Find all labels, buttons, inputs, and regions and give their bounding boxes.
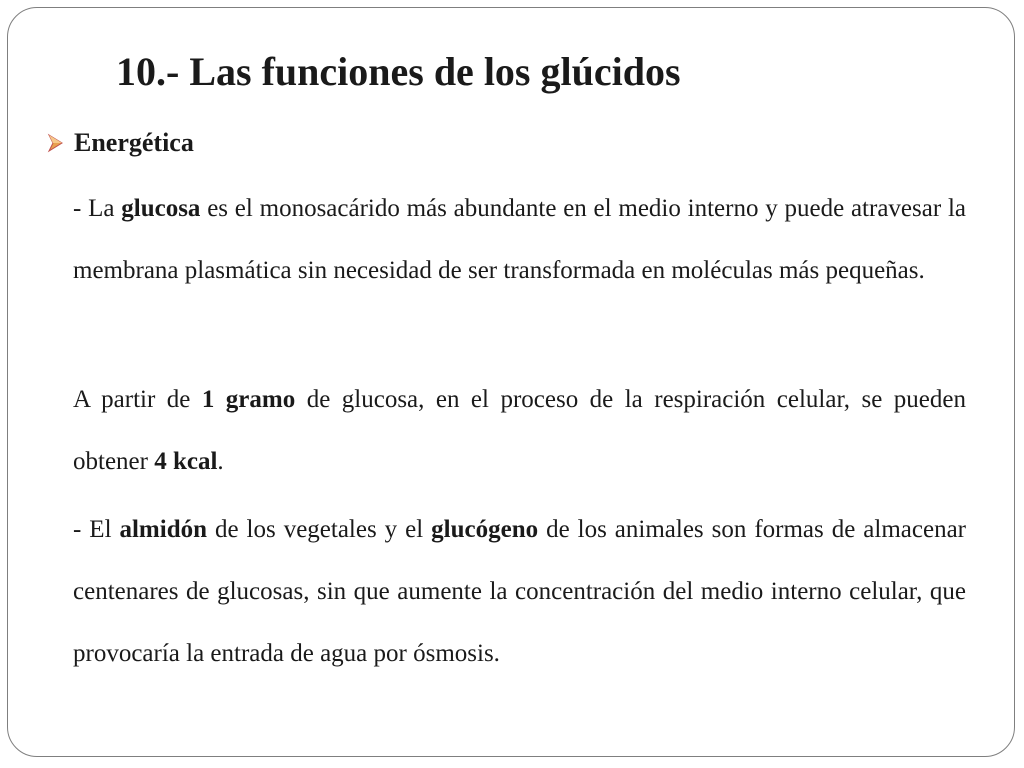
text-span: de glucosa, en el proceso de la respiración celular, se pueden obtener: [73, 386, 966, 475]
paragraph-almidon-glucogeno: [73, 499, 966, 685]
slide-title: 10.- Las funciones de los glúcidos: [116, 49, 681, 94]
paragraph-respiracion: [73, 369, 966, 493]
text-span: es el monosacárido más abundante en el medio interno y puede atravesar la membrana plasmática sin necesidad de ser transformada en moléculas más pequeñas.: [73, 195, 966, 284]
paragraph-glucosa: [73, 178, 966, 302]
text-span: .: [217, 448, 224, 475]
text-span: A partir de: [73, 386, 202, 413]
text-span: - El: [73, 516, 120, 543]
bold-term-glucogeno: glucógeno: [431, 516, 539, 543]
text-span: - La: [73, 195, 122, 222]
text-span: de los vegetales y el: [207, 516, 432, 543]
text-span: de los animales son formas de almacenar centenares de glucosas, sin que aumente la concentración del medio interno celular, que provocaría la entrada de agua por ósmosis.: [73, 516, 966, 667]
bold-term-glucosa: glucosa: [121, 195, 201, 222]
bold-term-almidon: almidón: [119, 516, 208, 543]
bullet-heading: Energética: [74, 128, 194, 157]
orange-arrow-bullet-icon: [46, 133, 66, 153]
bold-term-1-gramo: 1 gramo: [201, 386, 296, 413]
bold-term-4-kcal: 4 kcal: [154, 448, 218, 475]
bullet-item-energetica: [46, 124, 194, 162]
